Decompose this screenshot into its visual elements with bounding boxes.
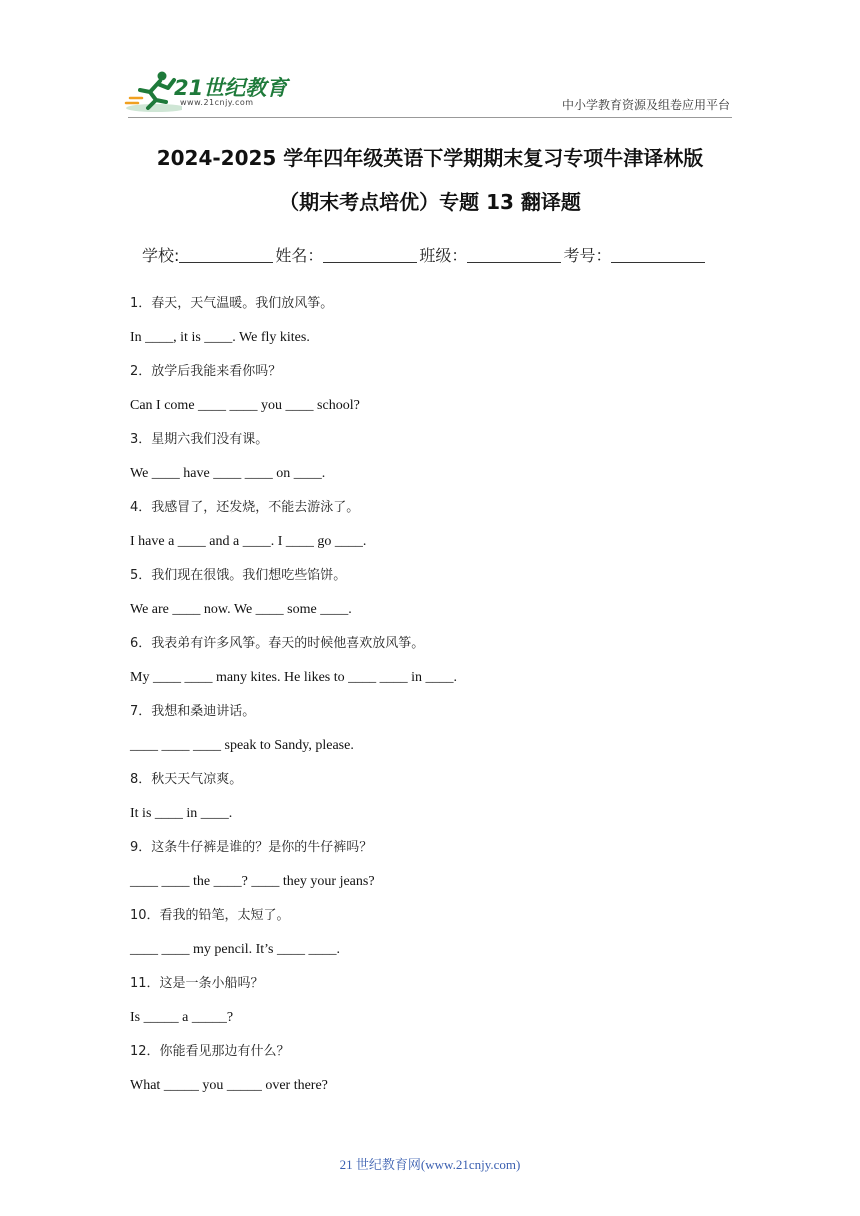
page-title-line-2: （期末考点培优）专题 13 翻译题 bbox=[279, 190, 581, 214]
school-label: 学校: bbox=[142, 246, 180, 265]
logo bbox=[122, 68, 292, 116]
question-5-english: We are ____ now. We ____ some ____. bbox=[130, 602, 352, 617]
header-divider bbox=[128, 117, 732, 118]
question-12-english: What _____ you _____ over there? bbox=[130, 1078, 328, 1093]
question-6-chinese: 6．我表弟有许多风筝。春天的时候他喜欢放风筝。 bbox=[130, 636, 425, 651]
running-man-icon bbox=[122, 68, 182, 116]
question-10-chinese: 10．看我的铅笔，太短了。 bbox=[130, 908, 290, 923]
school-field[interactable] bbox=[179, 248, 273, 263]
question-11-english: Is _____ a _____? bbox=[130, 1010, 234, 1025]
question-4-english: I have a ____ and a ____. I ____ go ____. bbox=[130, 534, 367, 549]
question-8-english: It is ____ in ____. bbox=[130, 806, 233, 821]
question-4-chinese: 4．我感冒了，还发烧，不能去游泳了。 bbox=[130, 500, 360, 515]
question-2-chinese: 2．放学后我能来看你吗？ bbox=[130, 364, 282, 379]
question-6-english: My ____ ____ many kites. He likes to ____ ____ in ____. bbox=[130, 670, 458, 685]
exam-no-field[interactable] bbox=[611, 248, 705, 263]
question-2-english: Can I come ____ ____ you ____ school? bbox=[130, 398, 360, 413]
question-list bbox=[130, 294, 750, 1110]
student-info-row bbox=[142, 243, 742, 266]
logo-url: www.21cnjy.com bbox=[180, 98, 254, 107]
question-8-chinese: 8．秋天天气凉爽。 bbox=[130, 772, 243, 787]
question-10-english: ____ ____ my pencil. It’s ____ ____. bbox=[130, 942, 340, 957]
question-9-chinese: 9．这条牛仔裤是谁的？是你的牛仔裤吗？ bbox=[130, 840, 373, 855]
exam-no-label: 考号： bbox=[563, 246, 612, 265]
question-7-chinese: 7．我想和桑迪讲话。 bbox=[130, 704, 256, 719]
logo-text: 21世纪教育 bbox=[174, 76, 288, 100]
question-12-chinese: 12．你能看见那边有什么？ bbox=[130, 1044, 290, 1059]
page-header bbox=[0, 0, 860, 120]
question-1-chinese: 1．春天，天气温暖。我们放风筝。 bbox=[130, 296, 334, 311]
page-footer[interactable]: 21 世纪教育网(www.21cnjy.com) bbox=[339, 1157, 521, 1172]
page-title-line-1: 2024-2025 学年四年级英语下学期期末复习专项牛津译林版 bbox=[156, 146, 704, 170]
question-9-english: ____ ____ the ____? ____ they your jeans? bbox=[130, 874, 375, 889]
class-label: 班级： bbox=[419, 246, 468, 265]
class-field[interactable] bbox=[467, 248, 561, 263]
question-11-chinese: 11．这是一条小船吗？ bbox=[130, 976, 264, 991]
name-label: 姓名： bbox=[275, 246, 324, 265]
question-1-english: In ____, it is ____. We fly kites. bbox=[130, 330, 310, 345]
question-5-chinese: 5．我们现在很饿。我们想吃些馅饼。 bbox=[130, 568, 347, 583]
platform-label: 中小学教育资源及组卷应用平台 bbox=[561, 98, 730, 112]
question-3-english: We ____ have ____ ____ on ____. bbox=[130, 466, 326, 481]
question-3-chinese: 3．星期六我们没有课。 bbox=[130, 432, 269, 447]
question-7-english: ____ ____ ____ speak to Sandy, please. bbox=[130, 738, 354, 753]
name-field[interactable] bbox=[323, 248, 417, 263]
